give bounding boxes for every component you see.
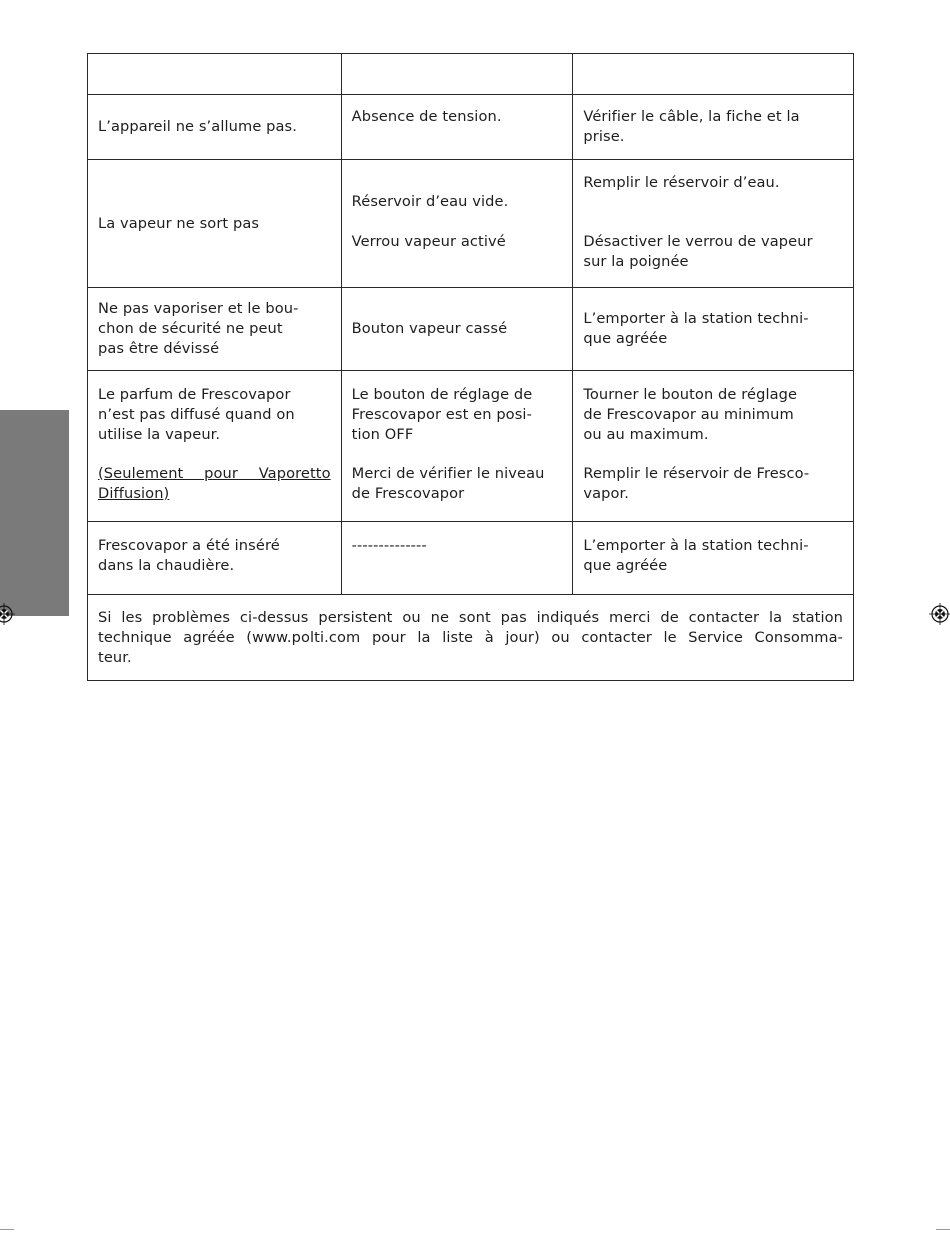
text-line: Verrou vapeur activé <box>351 233 506 250</box>
footer-line: teur. <box>98 648 132 666</box>
text-line: que agréée <box>583 557 668 574</box>
text-line: ou au maximum. <box>583 426 709 443</box>
solution-cell <box>573 95 854 160</box>
text-line: n’est pas diffusé quand on <box>98 406 295 423</box>
side-thumb-tab <box>0 410 69 616</box>
solution-cell <box>573 288 854 371</box>
table-header-row <box>88 54 854 95</box>
text-line: Le parfum de Frescovapor <box>98 386 291 403</box>
problem-cell <box>88 160 342 288</box>
text-line: Bouton vapeur cassé <box>351 320 508 337</box>
solution-cell <box>573 522 854 595</box>
solution-cell <box>573 371 854 522</box>
text-line: de Frescovapor <box>351 485 465 502</box>
problem-cell <box>88 371 342 522</box>
cause-cell <box>341 371 573 522</box>
problem-cell <box>88 288 342 371</box>
text-line: Remplir le réservoir de Fresco- <box>583 465 810 482</box>
text-line: Vérifier le câble, la fiche et la <box>583 108 800 125</box>
problem-cell <box>88 95 342 160</box>
header-cell-cause <box>341 54 573 95</box>
text-line: pas être dévissé <box>98 340 220 357</box>
text-line: dans la chaudière. <box>98 557 235 574</box>
registration-mark-icon <box>929 603 950 625</box>
header-cell-solution <box>573 54 854 95</box>
cause-cell <box>341 160 573 288</box>
text-line: Tourner le bouton de réglage <box>583 386 798 403</box>
text-line: Ne pas vaporiser et le bou- <box>98 300 299 317</box>
table-footer-row <box>88 595 854 681</box>
solution-cell <box>573 160 854 288</box>
text-line: sur la poignée <box>583 253 689 270</box>
footer-line: technique agréée (www.polti.com pour la liste à jour) ou contacter le Service Consomma- <box>98 628 843 646</box>
text-line: chon de sécurité ne peut <box>98 320 283 337</box>
text-line: L’emporter à la station techni- <box>583 310 809 327</box>
footer-note-cell <box>88 595 854 681</box>
footer-line: Si les problèmes ci-dessus persistent ou ne sont pas indiqués merci de contacter la station <box>98 608 843 626</box>
table-row <box>88 95 854 160</box>
cause-cell <box>341 288 573 371</box>
text-line: Remplir le réservoir d’eau. <box>583 174 780 191</box>
table-row <box>88 522 854 595</box>
table-row <box>88 371 854 522</box>
text-line: Merci de vérifier le niveau <box>351 465 545 482</box>
text-line: de Frescovapor au minimum <box>583 406 794 423</box>
table-row <box>88 288 854 371</box>
text-line: tion OFF <box>351 426 414 443</box>
cause-cell <box>341 522 573 595</box>
text-line: utilise la vapeur. <box>98 426 221 443</box>
text-line: Réservoir d’eau vide. <box>351 193 509 210</box>
table-row <box>88 160 854 288</box>
text-line: vapor. <box>583 485 630 502</box>
text-line: L’appareil ne s’allume pas. <box>98 118 297 135</box>
registration-mark-icon <box>0 603 15 625</box>
text-line: -------------- <box>351 537 427 554</box>
text-line: Diffusion) <box>98 485 170 502</box>
text-line: La vapeur ne sort pas <box>98 214 260 232</box>
text-line: Frescovapor a été inséré <box>98 537 280 554</box>
header-cell-problem <box>88 54 342 95</box>
text-line: (Seulement pour Vaporetto <box>98 465 331 482</box>
troubleshooting-table <box>87 53 854 681</box>
cause-cell <box>341 95 573 160</box>
text-line: prise. <box>583 128 625 145</box>
text-line: Frescovapor est en posi- <box>351 406 532 423</box>
text-line: que agréée <box>583 330 668 347</box>
text-line: Le bouton de réglage de <box>351 386 533 403</box>
text-line: Absence de tension. <box>351 108 502 125</box>
text-line: L’emporter à la station techni- <box>583 537 809 554</box>
text-line: Désactiver le verrou de vapeur <box>583 233 813 250</box>
crop-mark <box>0 1229 14 1230</box>
problem-cell <box>88 522 342 595</box>
crop-mark <box>936 1229 950 1230</box>
